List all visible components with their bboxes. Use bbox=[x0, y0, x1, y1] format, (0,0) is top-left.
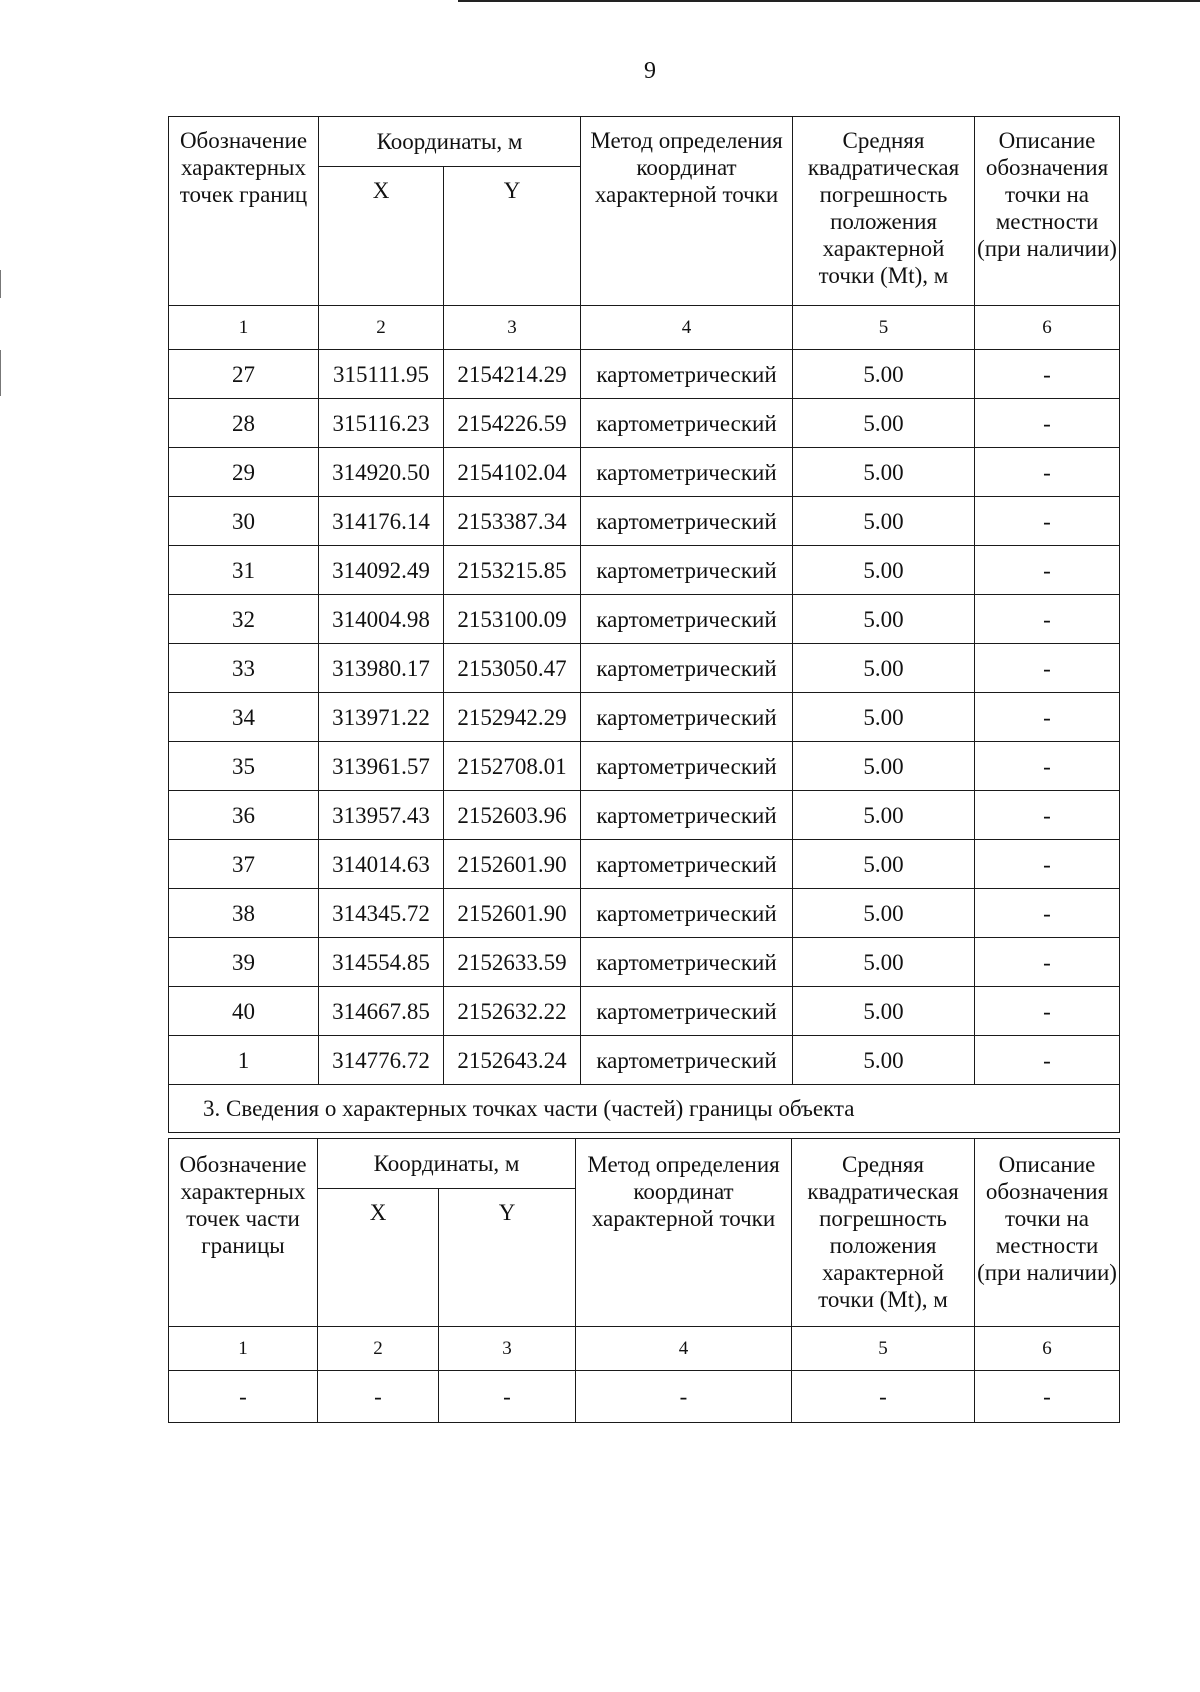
header-mean-error: Средняя квадратическая погрешность положения характерной точки (Mt), м bbox=[792, 1139, 975, 1327]
method: картометрический bbox=[581, 791, 793, 840]
table-row bbox=[169, 399, 1120, 448]
coord-x: 314014.63 bbox=[319, 840, 444, 889]
method: картометрический bbox=[581, 840, 793, 889]
column-number: 6 bbox=[975, 1327, 1120, 1371]
column-number: 5 bbox=[793, 306, 975, 350]
point-id: 28 bbox=[169, 399, 319, 448]
mean-error: - bbox=[792, 1371, 975, 1423]
coord-y: 2152601.90 bbox=[444, 840, 581, 889]
point-id: 32 bbox=[169, 595, 319, 644]
coord-x: 313971.22 bbox=[319, 693, 444, 742]
mean-error: 5.00 bbox=[793, 938, 975, 987]
mean-error: 5.00 bbox=[793, 742, 975, 791]
point-id: 39 bbox=[169, 938, 319, 987]
mean-error: 5.00 bbox=[793, 350, 975, 399]
description: - bbox=[975, 791, 1120, 840]
method: картометрический bbox=[581, 938, 793, 987]
column-number: 5 bbox=[792, 1327, 975, 1371]
method: картометрический bbox=[581, 448, 793, 497]
coord-x: 314776.72 bbox=[319, 1036, 444, 1085]
column-number: 1 bbox=[169, 306, 319, 350]
boundary-points-table bbox=[168, 116, 1120, 1133]
coord-x: 314004.98 bbox=[319, 595, 444, 644]
table-row bbox=[169, 448, 1120, 497]
table-row bbox=[169, 497, 1120, 546]
table-row bbox=[169, 1036, 1120, 1085]
method: картометрический bbox=[581, 644, 793, 693]
mean-error: 5.00 bbox=[793, 644, 975, 693]
mean-error: 5.00 bbox=[793, 1036, 975, 1085]
description: - bbox=[975, 938, 1120, 987]
column-number: 2 bbox=[318, 1327, 439, 1371]
point-id: 36 bbox=[169, 791, 319, 840]
point-id: 34 bbox=[169, 693, 319, 742]
coord-y: 2153387.34 bbox=[444, 497, 581, 546]
coord-y: 2153050.47 bbox=[444, 644, 581, 693]
method: картометрический bbox=[581, 399, 793, 448]
table-row bbox=[169, 938, 1120, 987]
method: картометрический bbox=[581, 595, 793, 644]
coord-y: - bbox=[439, 1371, 576, 1423]
coord-x: 315116.23 bbox=[319, 399, 444, 448]
point-id: 35 bbox=[169, 742, 319, 791]
mean-error: 5.00 bbox=[793, 595, 975, 644]
coord-y: 2152633.59 bbox=[444, 938, 581, 987]
table-row bbox=[169, 546, 1120, 595]
point-id: 27 bbox=[169, 350, 319, 399]
point-id: 40 bbox=[169, 987, 319, 1036]
table-row bbox=[169, 987, 1120, 1036]
table-row bbox=[169, 350, 1120, 399]
column-number: 3 bbox=[444, 306, 581, 350]
column-number: 4 bbox=[576, 1327, 792, 1371]
point-id: 33 bbox=[169, 644, 319, 693]
coord-x: 314092.49 bbox=[319, 546, 444, 595]
description: - bbox=[975, 399, 1120, 448]
coord-x: 315111.95 bbox=[319, 350, 444, 399]
description: - bbox=[975, 644, 1120, 693]
mean-error: 5.00 bbox=[793, 840, 975, 889]
description: - bbox=[975, 840, 1120, 889]
coord-y: 2154214.29 bbox=[444, 350, 581, 399]
description: - bbox=[975, 1371, 1120, 1423]
coord-y: 2153215.85 bbox=[444, 546, 581, 595]
header-method: Метод определения координат характерной точки bbox=[581, 117, 793, 306]
coord-y: 2154102.04 bbox=[444, 448, 581, 497]
header-y: Y bbox=[439, 1189, 576, 1327]
point-id: 31 bbox=[169, 546, 319, 595]
scan-edge-mark bbox=[0, 270, 1, 298]
coord-y: 2152643.24 bbox=[444, 1036, 581, 1085]
mean-error: 5.00 bbox=[793, 987, 975, 1036]
mean-error: 5.00 bbox=[793, 399, 975, 448]
coord-x: 314920.50 bbox=[319, 448, 444, 497]
description: - bbox=[975, 987, 1120, 1036]
column-number-row bbox=[169, 1327, 1120, 1371]
table-row bbox=[169, 742, 1120, 791]
method: картометрический bbox=[581, 497, 793, 546]
page-number: 9 bbox=[644, 58, 656, 84]
method: - bbox=[576, 1371, 792, 1423]
coord-x: 313980.17 bbox=[319, 644, 444, 693]
coord-y: 2152601.90 bbox=[444, 889, 581, 938]
column-number: 1 bbox=[169, 1327, 318, 1371]
coord-x: 314176.14 bbox=[319, 497, 444, 546]
point-id: 29 bbox=[169, 448, 319, 497]
table-row bbox=[169, 595, 1120, 644]
description: - bbox=[975, 1036, 1120, 1085]
section-title: 3. Сведения о характерных точках части (частей) границы объекта bbox=[169, 1085, 1120, 1133]
table-row bbox=[169, 693, 1120, 742]
coord-x: - bbox=[318, 1371, 439, 1423]
description: - bbox=[975, 448, 1120, 497]
table-row bbox=[169, 791, 1120, 840]
header-point-designation: Обозначение характерных точек границ bbox=[169, 117, 319, 306]
header-x: X bbox=[319, 167, 444, 306]
top-border-line bbox=[458, 0, 1200, 2]
coord-y: 2153100.09 bbox=[444, 595, 581, 644]
coord-x: 313961.57 bbox=[319, 742, 444, 791]
coord-y: 2152942.29 bbox=[444, 693, 581, 742]
description: - bbox=[975, 350, 1120, 399]
header-method: Метод определения координат характерной точки bbox=[576, 1139, 792, 1327]
method: картометрический bbox=[581, 889, 793, 938]
mean-error: 5.00 bbox=[793, 448, 975, 497]
part-boundary-points-table bbox=[168, 1138, 1120, 1423]
mean-error: 5.00 bbox=[793, 693, 975, 742]
coord-x: 314554.85 bbox=[319, 938, 444, 987]
column-number: 3 bbox=[439, 1327, 576, 1371]
header-description: Описание обозначения точки на местности (при наличии) bbox=[975, 117, 1120, 306]
coord-x: 313957.43 bbox=[319, 791, 444, 840]
mean-error: 5.00 bbox=[793, 889, 975, 938]
header-y: Y bbox=[444, 167, 581, 306]
point-id: 38 bbox=[169, 889, 319, 938]
coord-y: 2152632.22 bbox=[444, 987, 581, 1036]
coord-y: 2152603.96 bbox=[444, 791, 581, 840]
column-number-row bbox=[169, 306, 1120, 350]
method: картометрический bbox=[581, 546, 793, 595]
section-title-row bbox=[169, 1085, 1120, 1133]
coord-y: 2154226.59 bbox=[444, 399, 581, 448]
column-number: 2 bbox=[319, 306, 444, 350]
table-row bbox=[169, 644, 1120, 693]
column-number: 4 bbox=[581, 306, 793, 350]
mean-error: 5.00 bbox=[793, 546, 975, 595]
mean-error: 5.00 bbox=[793, 791, 975, 840]
method: картометрический bbox=[581, 693, 793, 742]
point-id: - bbox=[169, 1371, 318, 1423]
coord-x: 314667.85 bbox=[319, 987, 444, 1036]
coord-y: 2152708.01 bbox=[444, 742, 581, 791]
table-row bbox=[169, 1371, 1120, 1423]
scan-edge-mark bbox=[0, 350, 1, 396]
header-coordinates: Координаты, м bbox=[319, 117, 581, 167]
method: картометрический bbox=[581, 987, 793, 1036]
description: - bbox=[975, 742, 1120, 791]
method: картометрический bbox=[581, 1036, 793, 1085]
method: картометрический bbox=[581, 742, 793, 791]
point-id: 1 bbox=[169, 1036, 319, 1085]
header-x: X bbox=[318, 1189, 439, 1327]
description: - bbox=[975, 595, 1120, 644]
table-row bbox=[169, 840, 1120, 889]
description: - bbox=[975, 889, 1120, 938]
description: - bbox=[975, 497, 1120, 546]
point-id: 37 bbox=[169, 840, 319, 889]
mean-error: 5.00 bbox=[793, 497, 975, 546]
header-description: Описание обозначения точки на местности (при наличии) bbox=[975, 1139, 1120, 1327]
point-id: 30 bbox=[169, 497, 319, 546]
coord-x: 314345.72 bbox=[319, 889, 444, 938]
table-row bbox=[169, 889, 1120, 938]
description: - bbox=[975, 693, 1120, 742]
method: картометрический bbox=[581, 350, 793, 399]
header-mean-error: Средняя квадратическая погрешность положения характерной точки (Mt), м bbox=[793, 117, 975, 306]
header-point-designation: Обозначение характерных точек части границы bbox=[169, 1139, 318, 1327]
header-coordinates: Координаты, м bbox=[318, 1139, 576, 1189]
column-number: 6 bbox=[975, 306, 1120, 350]
description: - bbox=[975, 546, 1120, 595]
